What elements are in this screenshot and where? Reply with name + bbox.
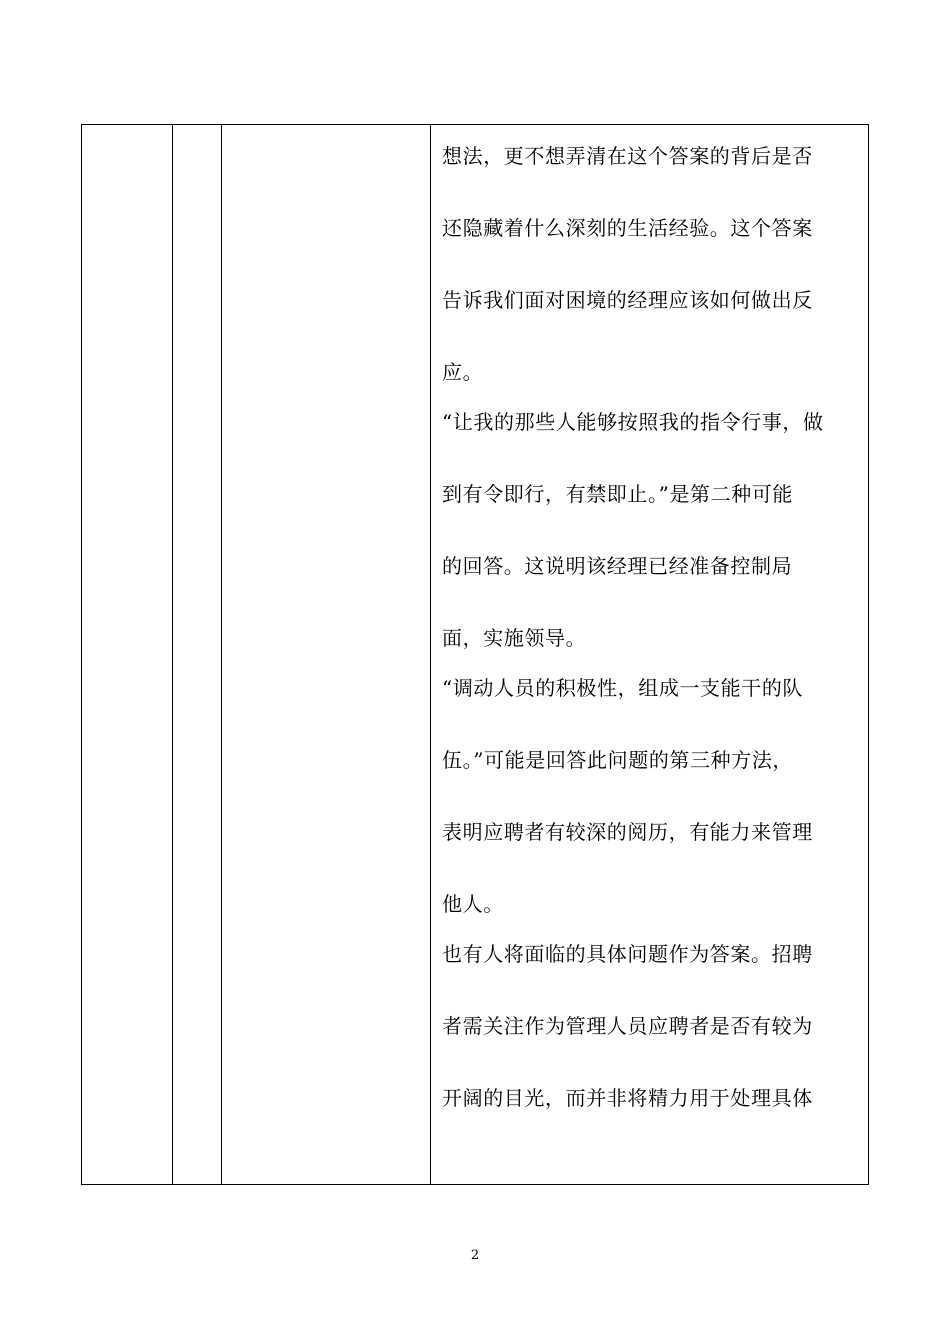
text-line: 表明应聘者有较深的阅历，有能力来管理 [442,820,813,844]
text-line: 者需关注作为管理人员应聘者是否有较为 [442,1014,813,1038]
table-row [82,125,869,1185]
cell-text-block [431,125,868,1127]
paragraph-1 [442,135,859,401]
text-line: 开阔的目光，而并非将精力用于处理具体 [442,1086,813,1110]
table-cell-col3 [222,125,431,1185]
text-line: 伍。”可能是回答此问题的第三种方法， [442,748,794,772]
text-line: 告诉我们面对困境的经理应该如何做出反 [442,288,813,312]
text-line: 的回答。这说明该经理已经准备控制局 [442,554,793,578]
paragraph-4 [442,933,859,1127]
text-line: 也有人将面临的具体问题作为答案。招聘 [442,942,813,966]
text-line: 面，实施领导。 [442,626,587,650]
text-line: 想法，更不想弄清在这个答案的背后是否 [442,144,813,168]
document-table [81,124,869,1185]
text-line: “调动人员的积极性，组成一支能干的队 [442,676,804,700]
text-line: 到有令即行，有禁即止。”是第二种可能 [442,482,794,506]
text-line: 他人。 [442,892,504,916]
paragraph-3 [442,667,859,933]
paragraph-2 [442,401,859,667]
page-number: 2 [470,1248,480,1263]
text-line: “让我的那些人能够按照我的指令行事，做 [442,410,824,434]
text-line: 还隐藏着什么深刻的生活经验。这个答案 [442,216,813,240]
text-line: 应。 [442,360,484,384]
table-cell-col1 [82,125,173,1185]
table-cell-content [431,125,869,1185]
table-cell-col2 [173,125,222,1185]
